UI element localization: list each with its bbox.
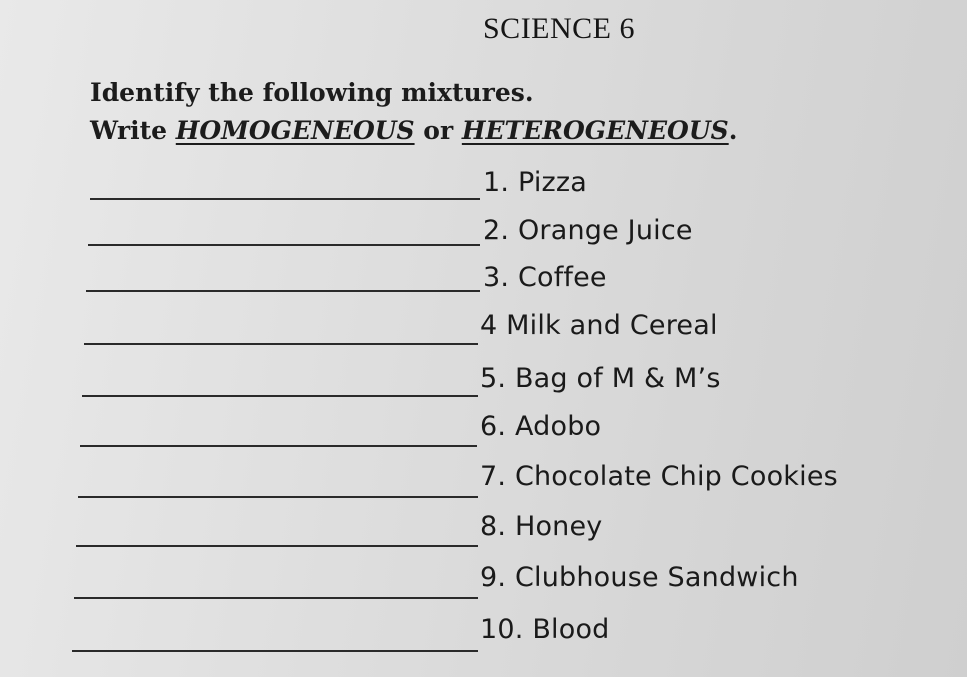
answer-blank[interactable] xyxy=(72,650,478,652)
answer-blank[interactable] xyxy=(80,445,477,447)
list-item xyxy=(0,310,967,350)
homogeneous-keyword: HOMOGENEOUS xyxy=(175,116,415,145)
answer-blank[interactable] xyxy=(84,343,478,345)
list-item xyxy=(0,461,967,501)
item-label: 1. Pizza xyxy=(483,167,588,198)
answer-blank[interactable] xyxy=(88,244,480,246)
list-item xyxy=(0,361,967,401)
answer-blank[interactable] xyxy=(86,290,480,292)
instruction-write-text: Write xyxy=(90,116,176,145)
instruction-line-1: Identify the following mixtures. xyxy=(90,78,534,107)
answer-blank[interactable] xyxy=(82,395,478,397)
answer-blank[interactable] xyxy=(78,496,478,498)
worksheet-title: SCIENCE 6 xyxy=(483,12,636,45)
list-item xyxy=(0,165,967,205)
list-item xyxy=(0,411,967,451)
item-label: 4 Milk and Cereal xyxy=(480,310,718,341)
answer-blank[interactable] xyxy=(76,545,478,547)
heterogeneous-keyword: HETEROGENEOUS xyxy=(461,116,729,145)
list-item xyxy=(0,614,967,654)
instruction-or-text: or xyxy=(414,116,462,145)
answer-blank[interactable] xyxy=(74,597,478,599)
list-item xyxy=(0,511,967,551)
instruction-period: . xyxy=(728,116,738,145)
answer-blank[interactable] xyxy=(90,198,480,200)
item-label: 9. Clubhouse Sandwich xyxy=(480,562,799,593)
item-label: 7. Chocolate Chip Cookies xyxy=(480,461,838,492)
item-label: 5. Bag of M & M’s xyxy=(480,363,721,394)
item-label: 3. Coffee xyxy=(483,262,607,293)
instruction-line-2 xyxy=(90,116,737,145)
list-item xyxy=(0,262,967,302)
list-item xyxy=(0,213,967,253)
list-item xyxy=(0,562,967,602)
item-label: 8. Honey xyxy=(480,511,603,542)
item-label: 6. Adobo xyxy=(480,411,602,442)
item-label: 2. Orange Juice xyxy=(483,215,693,246)
item-label: 10. Blood xyxy=(480,614,610,645)
